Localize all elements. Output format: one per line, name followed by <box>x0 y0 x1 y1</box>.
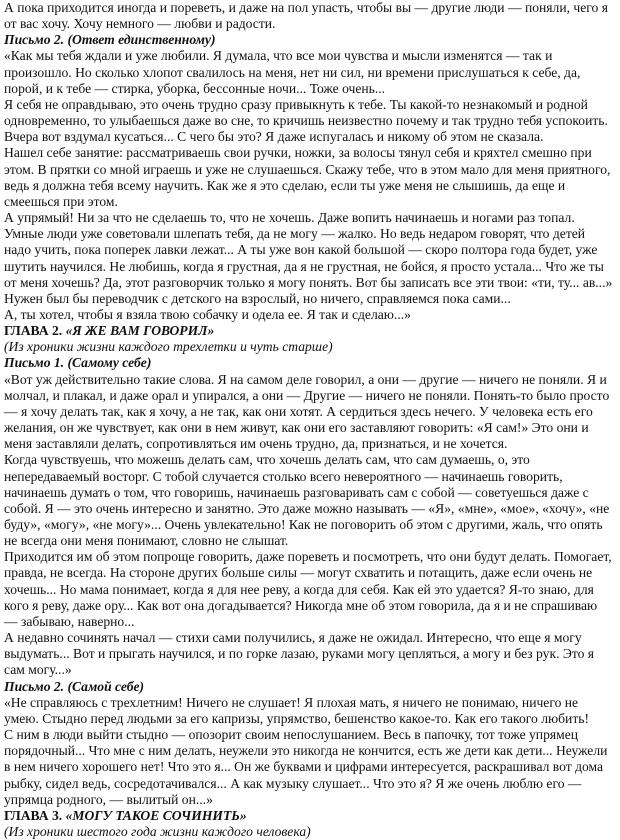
paragraph: А пока приходится иногда и пореветь, и даже на пол упасть, чтобы вы — другие люди — поняли, чего я от вас хочу. Хочу немного — любви и радости. <box>4 0 608 32</box>
paragraph: А недавно сочинять начал — стихи сами получились, я даже не ожидал. Интересно, что еще я могу выдумать... Вот и прыгать научился, и по горке лазаю, руками могу цепляться, а могу и без рук. Это я сам могу...» <box>4 630 595 678</box>
chapter-subtitle: (Из хроники шестого года жизни каждого человека) <box>4 823 311 839</box>
chapter-heading <box>4 808 614 824</box>
chapter-heading <box>4 323 614 339</box>
paragraph: Нашел себе занятие: рассматриваешь свои ручки, ножки, за волосы тянул себя и кряхтел смешно при этом. В прятки со мной играешь и уже не слушаешься. Скажу тебе, что в этом мало для меня приятного, ведь я должна тебя всему научить. Как же я это сделаю, если ты уже меня не слышишь, да еще и смеешься при этом. <box>4 145 611 209</box>
letter-heading: Письмо 2. (Самой себе) <box>4 678 145 694</box>
chapter-title: «МОГУ ТАКОЕ СОЧИНИТЬ» <box>65 807 247 823</box>
paragraph: Когда чувствуешь, что можешь делать сам, что хочешь делать сам, что сам думаешь, о, это непередаваемый восторг. С тобой случается столько всего невероятного — начинаешь говорить, начинаешь думать о том, что говоришь, начинаешь разговаривать сам с собой — советуешься даже с собой. Я — это очень интересно и занятно. Это даже можно называть — «Я», «мне», «мое», «хочу», «не буду», «могу», «не могу»... Очень увлекательно! Как не поговорить об этом с другими, жаль, что опять не всегда они меня понимают, словно не слышат. <box>4 452 610 549</box>
paragraph: А, ты хотел, чтобы я взяла твою собачку и одела ее. Я так и сделаю...» <box>4 306 411 322</box>
paragraph: Приходится им об этом попроще говорить, даже пореветь и посмотреть, что они будут делать. Помогает, правда, не всегда. На стороне других больше силы — могут схватить и потащить, даже если очень не хочешь... Но мама понимает, когда я для нее реву, а когда для себя. Как ей это удается? Я-то знаю, для кого я реву, даже ору... Как вот она догадывается? Никогда мне об этом говорила, да я и не спрашиваю — забываю, наверно... <box>4 549 612 629</box>
chapter-title: «Я ЖЕ ВАМ ГОВОРИЛ» <box>65 323 215 339</box>
paragraph: «Как мы тебя ждали и уже любили. Я думала, что все мои чувства и мысли изменятся — так и произошло. Но сколько хлопот свалилось на меня, нет ни сил, ни времени прислушаться к себе, да, порой, и к тебе — стирка, уборка, бессонные ночи... Тоже очень... <box>4 48 581 96</box>
paragraph: «Вот уж действительно такие слова. Я на самом деле говорил, а они — другие — ничего не поняли. Я и молчал, и плакал, и даже орал и упирался, а они — Другие — ничего не поняли. Понять-то было просто — я хочу делать так, как я хочу, а не так, как они хотят. А сердиться здесь нечего. У человека есть его желания, он же чувствует, как они в нем живут, как они его заставляют говорить: «Я сам!» Это они и меня заставляли делать, сопротивляться им очень трудно, да, признаться, и не хочется. <box>4 371 610 452</box>
paragraph: «Не справляюсь с трехлетним! Ничего не слушает! Я плохая мать, я ничего не понимаю, ничего не умею. Стыдно перед людьми за его капризы, упрямство, бешенство какое-то. Как его такого любить! <box>4 694 589 726</box>
chapter-number: ГЛАВА 2. <box>4 323 66 339</box>
letter-heading: Письмо 2. (Ответ единственному) <box>4 32 216 48</box>
paragraph: Я себя не оправдываю, это очень трудно сразу привыкнуть к тебе. Ты какой-то незнакомый и родной одновременно, то улыбаешься даже во сне, то кричишь неизвестно почему и так трудно тебя успокоить. Вчера вот вздумал кусаться... С чего бы это? Я даже испугалась и никому об этом не сказала. <box>4 96 608 145</box>
chapter-subtitle: (Из хроники жизни каждого трехлетки и чуть старше) <box>4 339 333 355</box>
letter-heading: Письмо 1. (Самому себе) <box>4 355 152 371</box>
paragraph: А упрямый! Ни за что не сделаешь то, что не хочешь. Даже вопить начинаешь и ногами раз топал. Умные люди уже советовали шлепать тебя, да не могу — жалко. Но ведь недаром говорят, что детей надо учить, пока поперек лавки лежат... А ты уже вон какой большой — скоро полтора года будет, уже шутить научился. Не любишь, когда я грустная, да я не грустная, не бойся, я просто устала... Что же ты от меня хочешь? Да, этот разговорчик только я могу понять. Вот бы записать все эти твои: «ти, ту... ав...» Нужен был бы переводчик с детского на взрослый, но ничего, справляемся пока сами... <box>4 210 613 306</box>
chapter-number: ГЛАВА 3. <box>4 807 66 823</box>
paragraph: С ним в люди выйти стыдно — опозорит своим непослушанием. Весь в папочку, тот тоже упрямец порядочный... Что мне с ним делать, неужели это никогда не кончится, есть же дети как дети... Неужели в нем ничего хорошего нет! Что это я... Он же буквами и цифрами интересуется, раскрашивал вот дома рыбку, сидел ведь, сосредотачивался... А как музыку слушает... Что это я? Я же очень люблю его — упрямца родного, — вылитый он...» <box>4 727 608 807</box>
